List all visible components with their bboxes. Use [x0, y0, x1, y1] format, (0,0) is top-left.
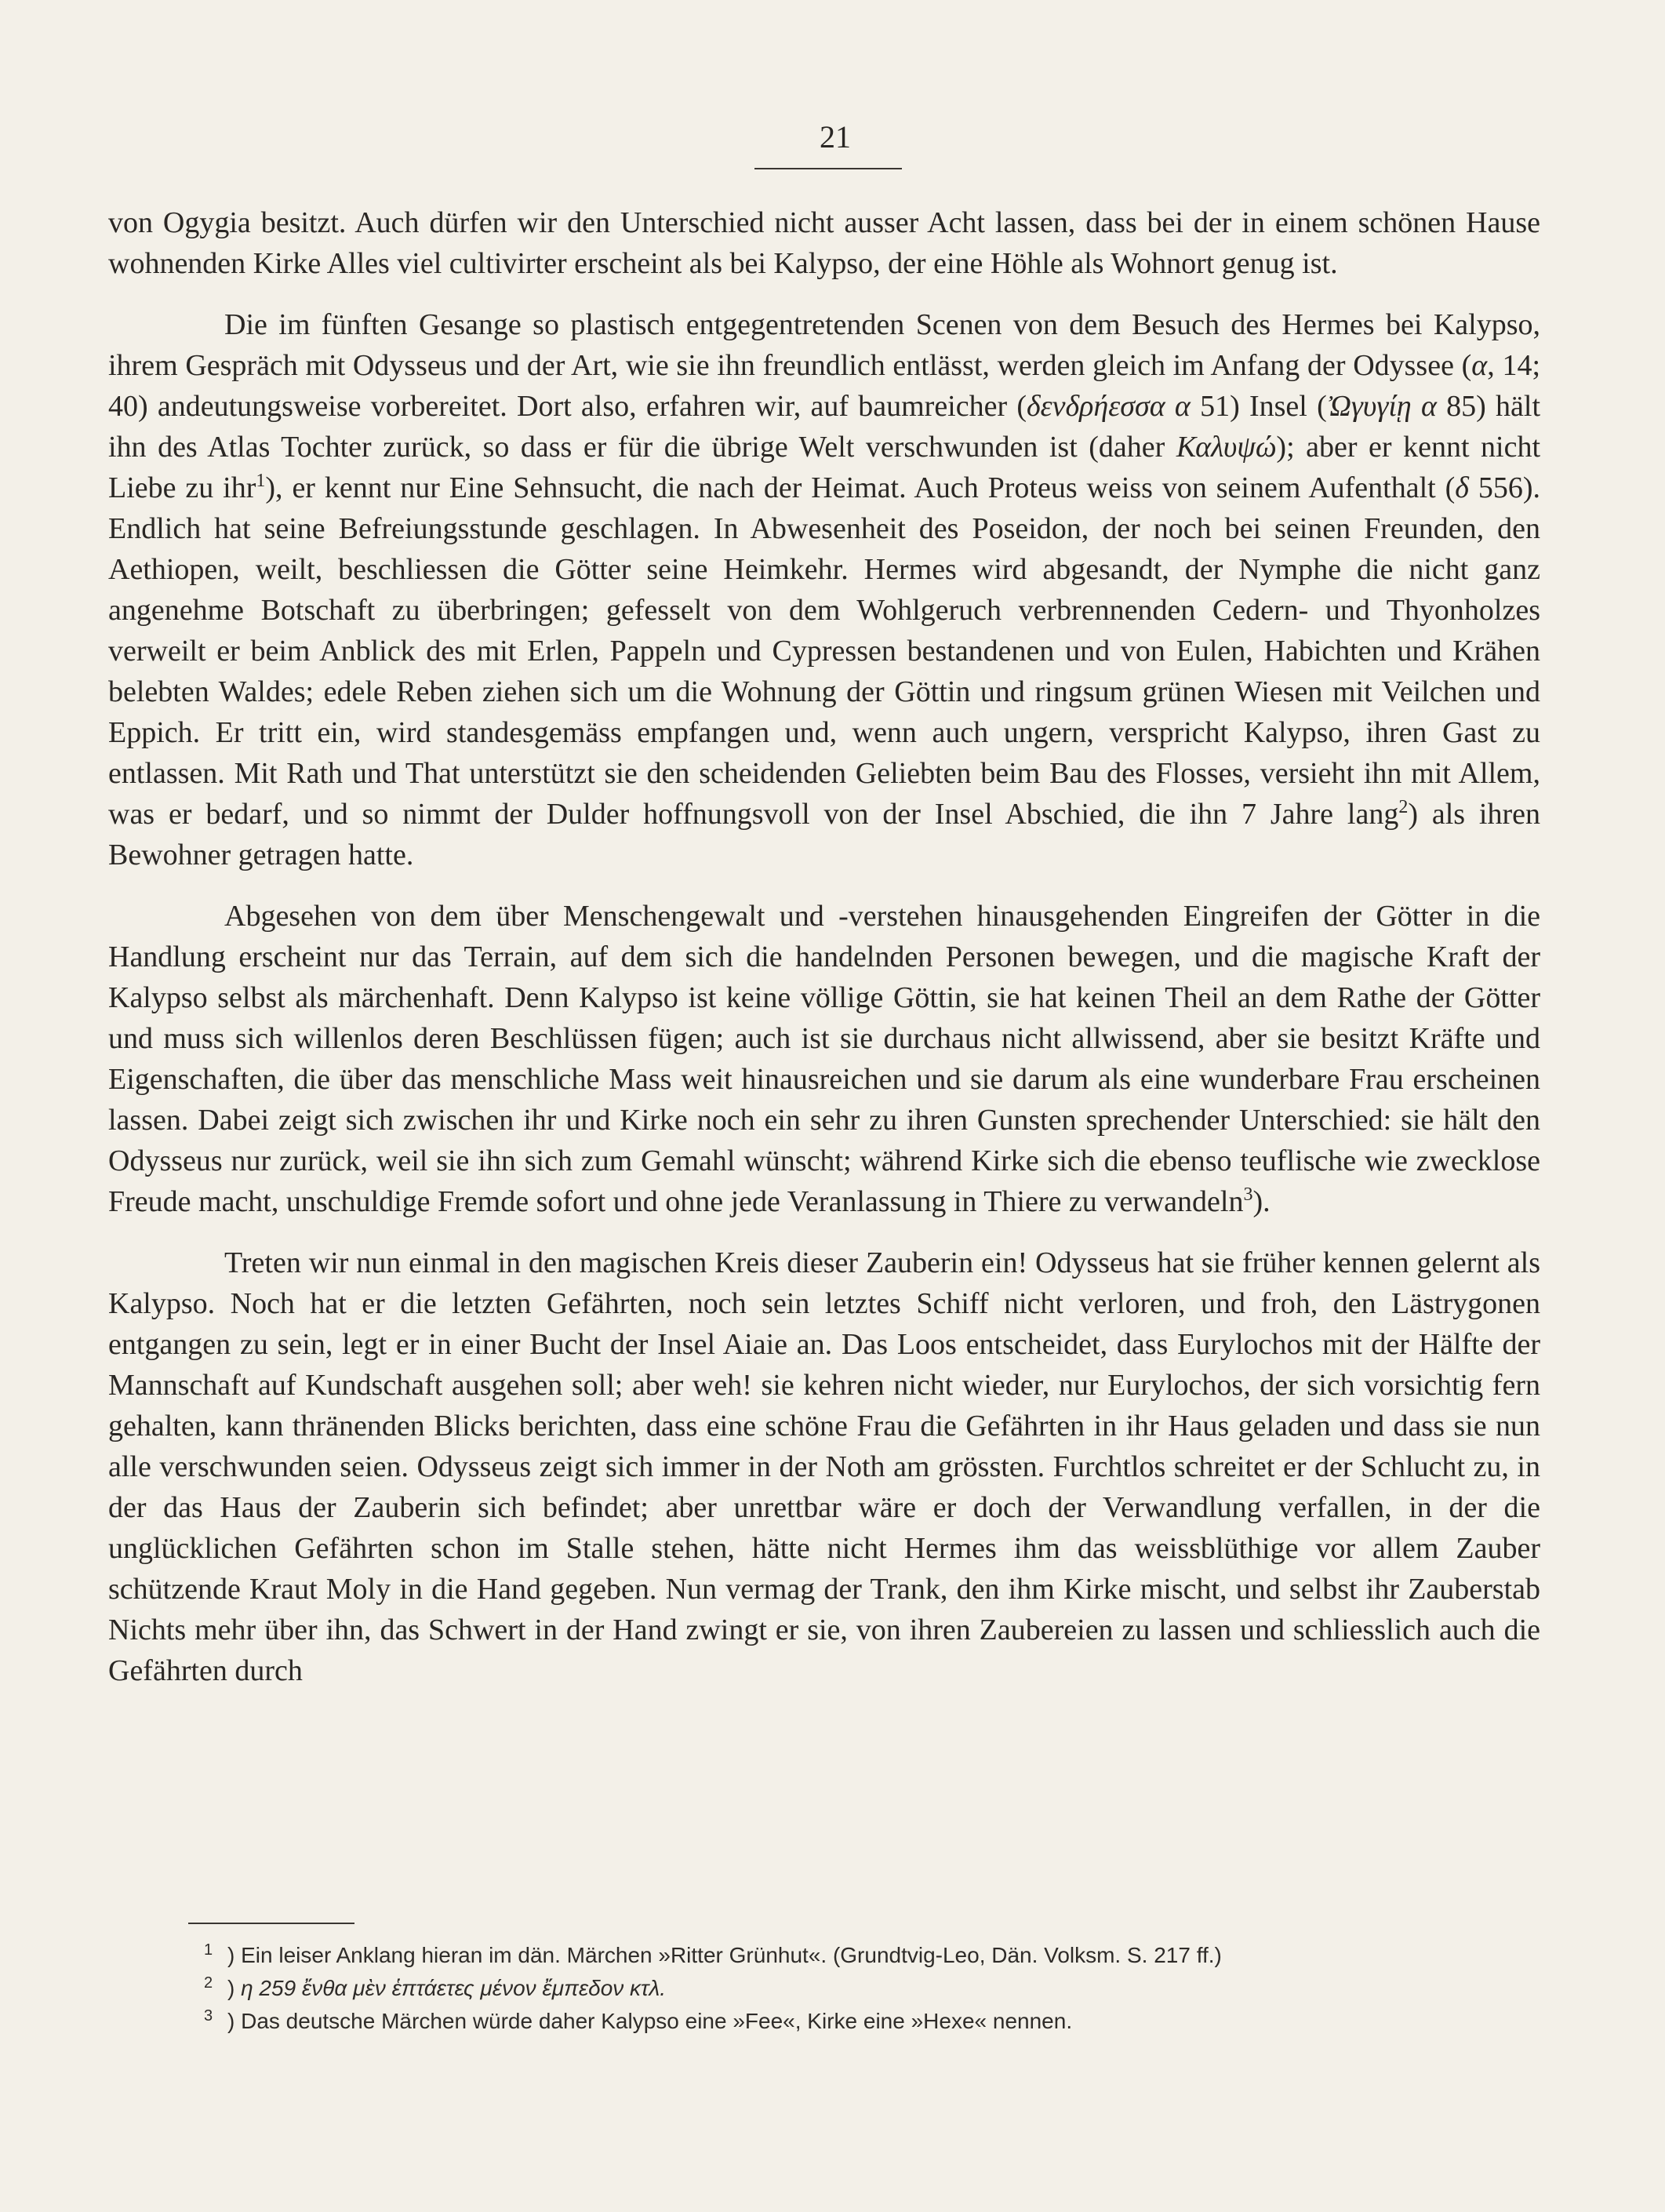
footnote-text: ) Das deutsche Märchen würde daher Kalypso eine »Fee«, Kirke eine »Hexe« nennen.	[227, 2009, 1073, 2033]
footnote-reference: 1	[256, 471, 266, 491]
page-number: 21	[820, 119, 851, 155]
footnote-number: 1	[204, 1941, 213, 1959]
footnote-text: )	[227, 1976, 242, 2000]
footnote-rule	[188, 1923, 354, 1924]
paragraph-continuation	[108, 202, 1540, 284]
paragraph-text: ), er kennt nur Eine Sehnsucht, die nach der Heimat. Auch Proteus weiss von seinem Aufenthalt (	[265, 471, 1456, 504]
footnote-reference: 3	[1243, 1184, 1253, 1205]
footnote-number: 3	[204, 2007, 213, 2025]
paragraph-magic-terrain	[108, 896, 1540, 1222]
footnote-text: ) Ein leiser Anklang hieran im dän. Märchen »Ritter Grünhut«. (Grundtvig-Leo, Dän. Volksm. S. 217 ff.)	[227, 1943, 1222, 1967]
footnote-mark	[204, 1939, 227, 1972]
paragraph-text: Die im fünften Gesange so plastisch entgegentretenden Scenen von dem Besuch des Hermes bei Kalypso, ihrem Gespräch mit Odysseus und der Art, wie sie ihn freundlich entlässt, werden gleich im Anfang der Odyssee (	[108, 308, 1540, 382]
paragraph-text: von Ogygia besitzt. Auch dürfen wir den Unterschied nicht ausser Acht lassen, dass bei der in einem schönen Hause wohnenden Kirke Alles viel cultivirter erscheint als bei Kalypso, der eine Höhle als Wohnort genug ist.	[108, 206, 1540, 280]
greek-citation: Καλυψώ	[1176, 431, 1277, 464]
paragraph-text: ); aber er kennt nicht Liebe zu ihr	[108, 431, 1540, 504]
paragraph-kirke-circle	[108, 1242, 1540, 1691]
footnote-reference: 2	[1398, 797, 1409, 817]
greek-citation: δενδρήεσσα α	[1027, 390, 1191, 423]
paragraph-text: 556). Endlich hat seine Befreiungsstunde geschlagen. In Abwesenheit des Poseidon, der noch bei seinen Freunden, den Aethiopen, weilt, beschliessen die Götter seine Heimkehr. Hermes wird abgesandt, der Nymphe die nicht ganz angenehme Botschaft zu überbringen; gefesselt von dem Wohlgeruch verbrennenden Cedern- und Thyonholzes verweilt er beim Anblick des mit Erlen, Pappeln und Cypressen bestandenen und von Eulen, Habichten und Krähen belebten Waldes; edele Reben ziehen sich um die Wohnung der Göttin und ringsum grünen Wiesen mit Veilchen und Eppich. Er tritt ein, wird standesgemäss empfangen und, wenn auch ungern, verspricht Kalypso, ihren Gast zu entlassen. Mit Rath und That unterstützt sie den scheidenden Geliebten beim Bau des Flosses, versieht ihn mit Allem, was er bedarf, und so nimmt der Dulder hoffnungsvoll von der Insel Abschied, die ihn 7 Jahre lang	[108, 471, 1540, 831]
greek-citation: δ	[1455, 471, 1469, 504]
page-number-rule	[754, 168, 902, 169]
body-text	[108, 202, 1540, 1712]
footnote-1	[204, 1939, 1553, 1972]
paragraph-text: 85) hält ihn des Atlas Tochter zurück, so dass er für die übrige Welt verschwunden ist (daher	[108, 390, 1540, 464]
footnote-number: 2	[204, 1974, 213, 1992]
paragraph-text: Abgesehen von dem über Menschengewalt und -verstehen hinausgehenden Eingreifen der Götter in die Handlung erscheint nur das Terrain, auf dem sich die handelnden Personen bewegen, und die magische Kraft der Kalypso selbst als märchenhaft. Denn Kalypso ist keine völlige Göttin, sie hat keinen Theil an dem Rathe der Götter und muss sich willenlos deren Beschlüssen fügen; auch ist sie durchaus nicht allwissend, aber sie besitzt Kräfte und Eigenschaften, die über das menschliche Mass weit hinausreichen und sie darum als eine wunderbare Frau erscheinen lassen. Dabei zeigt sich zwischen ihr und Kirke noch ein sehr zu ihren Gunsten sprechender Unterschied: sie hält den Odysseus nur zurück, weil sie ihn sich zum Gemahl wünscht; während Kirke sich die ebenso teuflische wie zwecklose Freude macht, unschuldige Fremde sofort und ohne jede Veranlassung in Thiere zu verwandeln	[108, 900, 1540, 1218]
paragraph-kalypso-scenes	[108, 304, 1540, 875]
footnote-greek-citation: η 259 ἔνθα μὲν ἑπτάετες μένον ἔμπεδον κτλ.	[241, 1976, 667, 2000]
paragraph-text: 51) Insel (	[1190, 390, 1327, 423]
paragraph-text: ).	[1252, 1185, 1271, 1218]
greek-citation: Ὠγυγίῃ α	[1326, 390, 1437, 423]
footnote-mark	[204, 1972, 227, 2005]
footnote-2	[204, 1972, 1553, 2005]
paragraph-text: Treten wir nun einmal in den magischen Kreis dieser Zauberin ein! Odysseus hat sie früher kennen gelernt als Kalypso. Noch hat er die letzten Gefährten, noch sein letztes Schiff nicht verloren, und froh, den Lästrygonen entgangen zu sein, legt er in einer Bucht der Insel Aiaie an. Das Loos entscheidet, dass Eurylochos mit der Hälfte der Mannschaft auf Kundschaft ausgehen soll; aber weh! sie kehren nicht wieder, nur Eurylochos, der sich vorsichtig fern gehalten, kann thränenden Blicks berichten, dass eine schöne Frau die Gefährten in ihr Haus geladen und dass sie nun alle verschwunden seien. Odysseus zeigt sich immer in der Noth am grössten. Furchtlos schreitet er der Schlucht zu, in der das Haus der Zauberin sich befindet; aber unrettbar wäre er doch der Verwandlung verfallen, in der die unglücklichen Gefährten schon im Stalle stehen, hätte nicht Hermes ihm das weissblüthige vor allem Zauber schützende Kraut Moly in die Hand gegeben. Nun vermag der Trank, den ihm Kirke mischt, und selbst ihr Zauberstab Nichts mehr über ihn, das Schwert in der Hand zwingt er sie, von ihren Zaubereien zu lassen und schliesslich auch die Gefährten durch	[108, 1246, 1540, 1687]
paragraph-text: ) als ihren Bewohner getragen hatte.	[108, 798, 1540, 871]
greek-citation: α	[1471, 349, 1488, 382]
footnotes	[204, 1939, 1553, 2038]
footnote-mark	[204, 2005, 227, 2038]
paragraph-text: , 14; 40) andeutungsweise vorbereitet. Dort also, erfahren wir, auf baumreicher (	[108, 349, 1540, 423]
footnote-3	[204, 2005, 1553, 2038]
